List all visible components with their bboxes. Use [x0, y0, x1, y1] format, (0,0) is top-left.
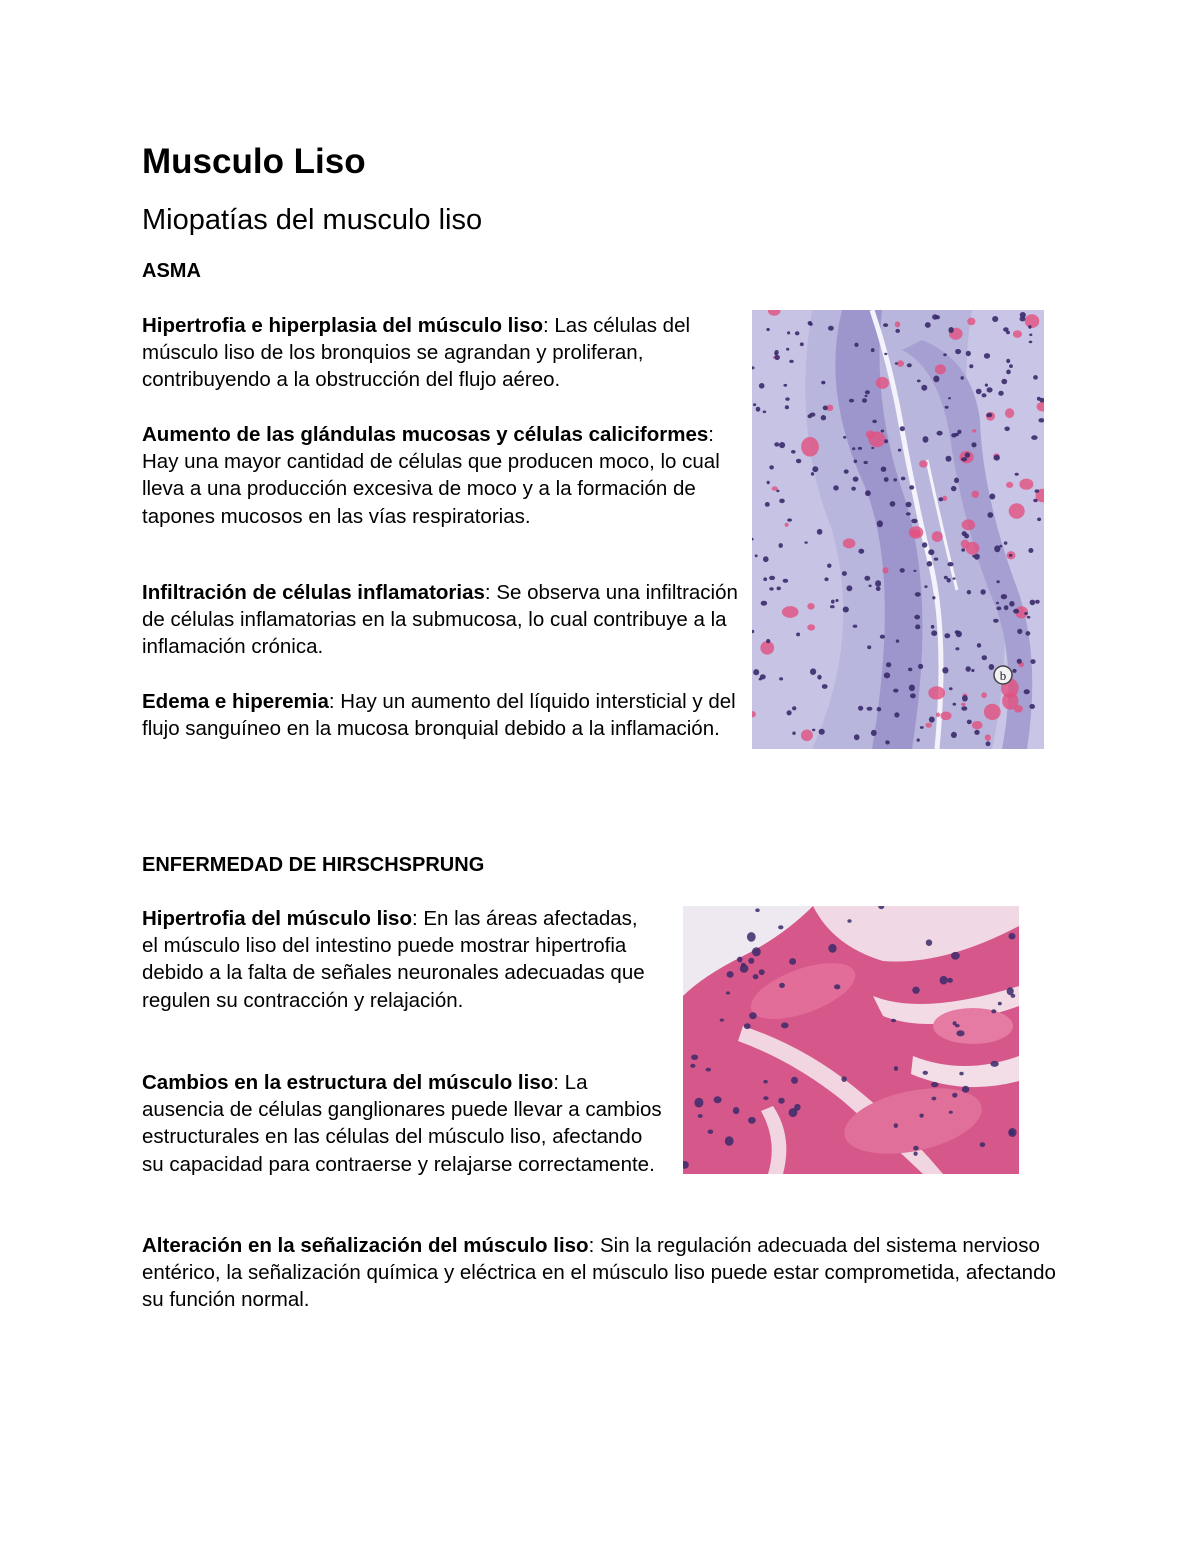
asma-item-2-term: Aumento de las glándulas mucosas y células caliciformes	[142, 423, 709, 446]
page-subtitle: Miopatías del musculo liso	[142, 204, 483, 236]
asma-item-3-text: Se observa una infiltración de células inflamatorias en la submucosa, lo cual contribuye a la inflamación crónica.	[142, 581, 738, 659]
page-title: Musculo Liso	[142, 142, 366, 181]
asma-item-3-term: Infiltración de células inflamatorias	[142, 581, 485, 604]
section-heading-hirschsprung: ENFERMEDAD DE HIRSCHSPRUNG	[142, 854, 485, 876]
asma-item-1-term: Hipertrofia e hiperplasia del músculo liso	[142, 314, 543, 337]
hirschsprung-item-2-term: Cambios en la estructura del músculo liso	[142, 1071, 554, 1094]
asma-item-1: Hipertrofia e hiperplasia del músculo liso: Las células del músculo liso de los bronquios se agrandan y proliferan, contribuyendo a la obstrucción del flujo aéreo.	[142, 314, 691, 392]
hirschsprung-item-2: Cambios en la estructura del músculo liso: La ausencia de células ganglionares puede llevar a cambios estructurales en las células del músculo liso, afectando su capacidad para contraerse y relajarse correctamente.	[142, 1071, 662, 1176]
asma-item-4-text: Hay un aumento del líquido intersticial y del flujo sanguíneo en la mucosa bronquial debido a la inflamación.	[142, 690, 736, 741]
asma-item-4-term: Edema e hiperemia	[142, 690, 329, 713]
section-heading-asma: ASMA	[142, 260, 201, 282]
image-panel-label: b	[999, 668, 1007, 683]
hirschsprung-item-3-text: Sin la regulación adecuada del sistema nervioso entérico, la señalización química y eléctrica en el músculo liso puede estar comprometida, afectando su función normal.	[142, 1234, 1056, 1312]
hirschsprung-item-1: Hipertrofia del músculo liso: En las áreas afectadas, el músculo liso del intestino puede mostrar hipertrofia debido a la falta de señales neuronales adecuadas que regulen su contracción y relajación.	[142, 907, 645, 1012]
smooth-muscle-histology-image	[683, 906, 1019, 1174]
hirschsprung-item-1-term: Hipertrofia del músculo liso	[142, 907, 412, 930]
asma-item-2: Aumento de las glándulas mucosas y células caliciformes: Hay una mayor cantidad de células que producen moco, lo cual lleva a una producción excesiva de moco y a la formación de tapones mucosos en las vías respiratorias.	[142, 423, 720, 528]
asma-item-3: Infiltración de células inflamatorias: Se observa una infiltración de células inflamatorias en la submucosa, lo cual contribuye a la inflamación crónica.	[142, 581, 738, 659]
hirschsprung-item-3-term: Alteración en la señalización del músculo liso	[142, 1234, 589, 1257]
hirschsprung-item-1-text: En las áreas afectadas, el músculo liso del intestino puede mostrar hipertrofia debido a la falta de señales neuronales adecuadas que regulen su contracción y relajación.	[142, 907, 645, 1012]
asma-item-4: Edema e hiperemia: Hay un aumento del líquido intersticial y del flujo sanguíneo en la mucosa bronquial debido a la inflamación.	[142, 690, 736, 741]
asma-item-2-text: Hay una mayor cantidad de células que producen moco, lo cual lleva a una producción excesiva de moco y a la formación de tapones mucosos en las vías respiratorias.	[142, 450, 720, 528]
asma-item-1-text: Las células del músculo liso de los bronquios se agrandan y proliferan, contribuyendo a la obstrucción del flujo aéreo.	[142, 314, 691, 392]
asthma-histology-image	[752, 310, 1044, 749]
hirschsprung-item-2-text: La ausencia de células ganglionares puede llevar a cambios estructurales en las células del músculo liso, afectando su capacidad para contraerse y relajarse correctamente.	[142, 1071, 662, 1176]
hirschsprung-item-3: Alteración en la señalización del músculo liso: Sin la regulación adecuada del sistema nervioso entérico, la señalización química y eléctrica en el músculo liso puede estar comprometida, afectando su función normal.	[142, 1234, 1056, 1312]
